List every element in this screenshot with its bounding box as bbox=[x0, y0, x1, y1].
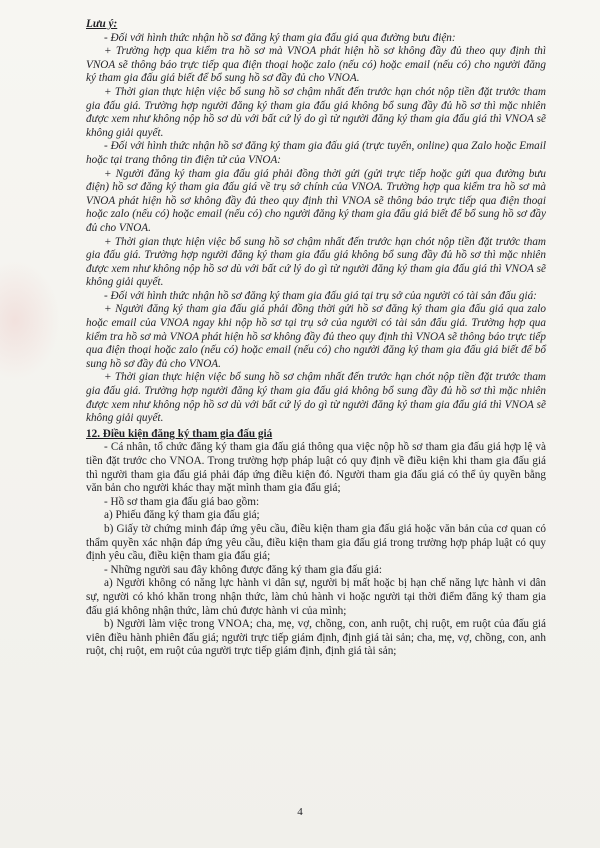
note-heading: Lưu ý: bbox=[86, 18, 118, 30]
note-postal-check: + Trường hợp qua kiểm tra hồ sơ mà VNOA phát hiện hồ sơ không đầy đủ theo quy định thì VNOA sẽ thông báo trực tiếp qua điện thoại hoặc zalo (nếu có) hoặc email (nếu có) cho người đăng ký tham gia đấu giá biết để bổ sung hồ sơ đầy đủ cho VNOA. bbox=[86, 45, 546, 85]
note-online-deadline: + Thời gian thực hiện việc bổ sung hồ sơ chậm nhất đến trước hạn chót nộp tiền đặt trước tham gia đấu giá. Trường hợp người đăng ký tham gia đấu giá không bổ sung đầy đủ hồ sơ thì mặc nhiên được xem như không nộp hồ sơ dù với bất cứ lý do gì từ người đăng ký tham gia đấu giá thì VNOA sẽ không giải quyết. bbox=[86, 235, 546, 289]
ineligible-item-b: b) Người làm việc trong VNOA; cha, mẹ, vợ, chồng, con, anh ruột, chị ruột, em ruột của đấu giá viên điều hành phiên đấu giá; người trực tiếp giám định, định giá tài sản; cha, mẹ, vợ, chồng, con, anh ruột, chị ruột, em ruột của người trực tiếp giám định, định giá tài sản; bbox=[86, 618, 546, 658]
note-onsite-send: + Người đăng ký tham gia đấu giá phải đồng thời gửi hồ sơ đăng ký tham gia đấu giá qua zalo hoặc email của VNOA ngay khi nộp hồ sơ tại trụ sở của người có tài sản đấu giá. Trường hợp qua kiểm tra hồ sơ mà VNOA phát hiện hồ sơ không đầy đủ theo quy định thì VNOA sẽ thông báo trực tiếp qua điện thoại hoặc zalo (nếu có) hoặc email (nếu có) cho người đăng ký tham gia đấu giá biết để bổ sung hồ sơ đầy đủ cho VNOA. bbox=[86, 303, 546, 370]
note-online: - Đối với hình thức nhận hồ sơ đăng ký tham gia đấu giá (trực tuyến, online) qua Zalo hoặc Email hoặc tại trang thông tin điện tử của VNOA: bbox=[86, 140, 546, 166]
document-body bbox=[86, 18, 546, 659]
note-postal-deadline: + Thời gian thực hiện việc bổ sung hồ sơ chậm nhất đến trước hạn chót nộp tiền đặt trước tham gia đấu giá. Trường hợp người đăng ký tham gia đấu giá không bổ sung đầy đủ hồ sơ thì mặc nhiên được xem như không nộp hồ sơ dù với bất cứ lý do gì từ người đăng ký tham gia đấu giá thì VNOA sẽ không giải quyết. bbox=[86, 85, 546, 139]
ineligible-item-a: a) Người không có năng lực hành vi dân sự, người bị mất hoặc bị hạn chế năng lực hành vi dân sự, người có khó khăn trong nhận thức, làm chủ hành vi hoặc người tại thời điểm đăng ký tham gia đấu giá không nhận thức, làm chủ được hành vi của mình; bbox=[86, 577, 546, 617]
ineligible-heading: - Những người sau đây không được đăng ký tham gia đấu giá: bbox=[104, 563, 382, 576]
dossier-item-a: a) Phiếu đăng ký tham gia đấu giá; bbox=[104, 509, 260, 522]
note-online-send: + Người đăng ký tham gia đấu giá phải đồng thời gửi (gửi trực tiếp hoặc gửi qua đường bưu điện) hồ sơ đăng ký tham gia đấu giá về trụ sở chính của VNOA. Trường hợp qua kiểm tra hồ sơ mà VNOA phát hiện hồ sơ không đầy đủ theo quy định thì VNOA sẽ thông báo trực tiếp qua điện thoại hoặc zalo (nếu có) hoặc email (nếu có) cho người đăng ký tham gia đấu giá biết để bổ sung hồ sơ đầy đủ cho VNOA. bbox=[86, 167, 546, 234]
note-onsite: - Đối với hình thức nhận hồ sơ đăng ký tham gia đấu giá tại trụ sở của người có tài sản đấu giá: bbox=[104, 289, 537, 302]
dossier-includes: - Hồ sơ tham gia đấu giá bao gồm: bbox=[104, 495, 260, 508]
note-postal: - Đối với hình thức nhận hồ sơ đăng ký tham gia đấu giá qua đường bưu điện: bbox=[104, 31, 456, 44]
section-12-conditions: - Cá nhân, tổ chức đăng ký tham gia đấu giá thông qua việc nộp hồ sơ tham gia đấu giá hợp lệ và tiền đặt trước cho VNOA. Trong trường hợp pháp luật có quy định về điều kiện khi tham gia đấu giá thì người tham gia đấu giá phải đáp ứng điều kiện đó. Người tham gia đấu giá có thể ủy quyền bằng văn bản cho người khác thay mặt mình tham gia đấu giá; bbox=[86, 441, 546, 495]
faded-stamp bbox=[0, 260, 60, 380]
section-12-heading: 12. Điều kiện đăng ký tham gia đấu giá bbox=[86, 427, 273, 440]
dossier-item-b: b) Giấy tờ chứng minh đáp ứng yêu cầu, điều kiện tham gia đấu giá hoặc văn bản của cơ quan có thẩm quyền xác nhận đáp ứng yêu cầu, điều kiện tham gia đấu giá trong trường hợp pháp luật có quy định yêu cầu, điều kiện tham gia đấu giá; bbox=[86, 522, 546, 563]
page-number: 4 bbox=[297, 806, 303, 818]
note-onsite-deadline: + Thời gian thực hiện việc bổ sung hồ sơ chậm nhất đến trước hạn chót nộp tiền đặt trước tham gia đấu giá. Trường hợp người đăng ký tham gia đấu giá không bổ sung đầy đủ hồ sơ thì mặc nhiên được xem như không nộp hồ sơ dù với bất cứ lý do gì từ người đăng ký tham gia đấu giá thì VNOA sẽ không giải quyết. bbox=[86, 371, 546, 425]
